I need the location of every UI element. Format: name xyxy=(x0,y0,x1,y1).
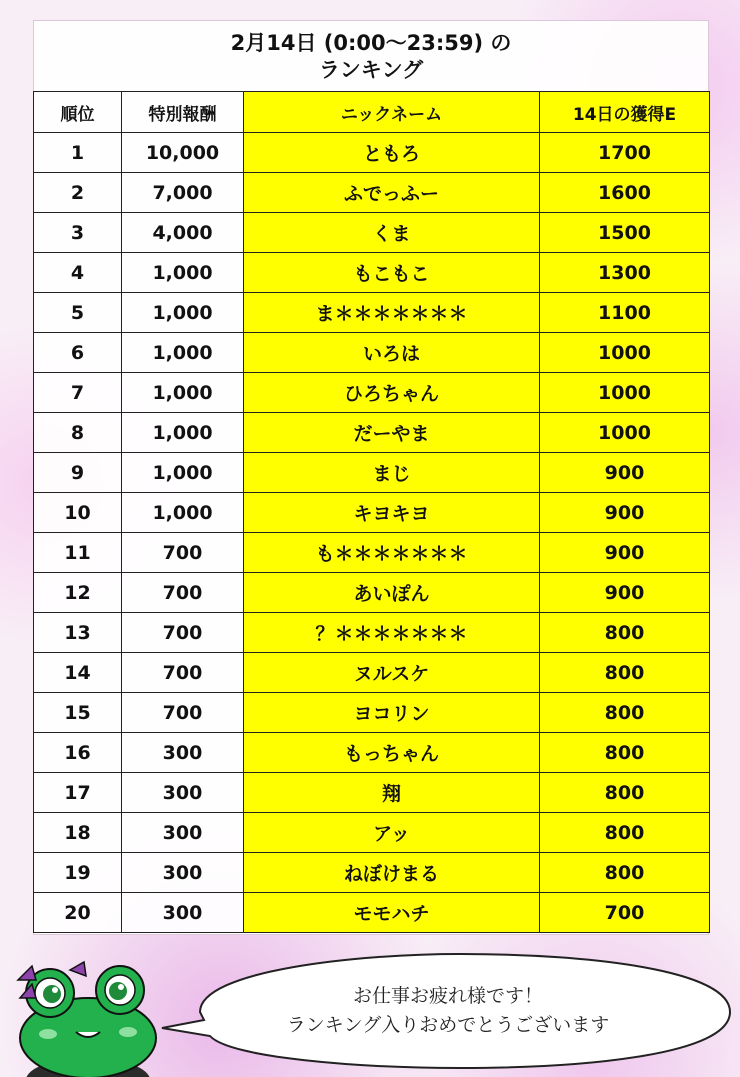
cell-reward: 300 xyxy=(122,733,244,773)
table-row xyxy=(34,213,710,253)
header-points: 14日の獲得E xyxy=(540,92,710,133)
cell-rank: 5 xyxy=(34,293,122,333)
cell-rank: 15 xyxy=(34,693,122,733)
cell-nickname: いろは xyxy=(244,333,540,373)
cell-rank: 9 xyxy=(34,453,122,493)
cell-points: 900 xyxy=(540,573,710,613)
cell-nickname: キヨキヨ xyxy=(244,493,540,533)
cell-points: 1000 xyxy=(540,333,710,373)
cell-points: 800 xyxy=(540,653,710,693)
table-row xyxy=(34,693,710,733)
cell-rank: 19 xyxy=(34,853,122,893)
cell-nickname: モモハチ xyxy=(244,893,540,933)
cell-nickname: ひろちゃん xyxy=(244,373,540,413)
table-row xyxy=(34,733,710,773)
table-row xyxy=(34,773,710,813)
cell-reward: 700 xyxy=(122,533,244,573)
cell-points: 1100 xyxy=(540,293,710,333)
cell-nickname: ま＊＊＊＊＊＊＊ xyxy=(244,293,540,333)
cell-points: 1000 xyxy=(540,373,710,413)
cell-rank: 6 xyxy=(34,333,122,373)
cell-rank: 17 xyxy=(34,773,122,813)
cell-nickname: もこもこ xyxy=(244,253,540,293)
cell-nickname: ねぼけまる xyxy=(244,853,540,893)
cell-points: 900 xyxy=(540,493,710,533)
cell-points: 800 xyxy=(540,693,710,733)
cell-rank: 7 xyxy=(34,373,122,413)
cell-points: 1300 xyxy=(540,253,710,293)
page-title xyxy=(34,21,708,93)
cell-nickname: 翔 xyxy=(244,773,540,813)
cell-reward: 1,000 xyxy=(122,373,244,413)
cell-rank: 12 xyxy=(34,573,122,613)
cell-reward: 10,000 xyxy=(122,133,244,173)
cell-reward: 1,000 xyxy=(122,413,244,453)
cell-rank: 8 xyxy=(34,413,122,453)
cell-reward: 300 xyxy=(122,813,244,853)
cell-points: 1700 xyxy=(540,133,710,173)
cell-nickname: もっちゃん xyxy=(244,733,540,773)
title-line-1: 2月14日 (0:00〜23:59) の xyxy=(230,31,512,55)
cell-points: 1500 xyxy=(540,213,710,253)
table-row xyxy=(34,813,710,853)
cell-nickname: ヌルスケ xyxy=(244,653,540,693)
cell-nickname: アッ xyxy=(244,813,540,853)
cell-nickname: だーやま xyxy=(244,413,540,453)
table-row xyxy=(34,173,710,213)
cell-rank: 13 xyxy=(34,613,122,653)
header-nickname: ニックネーム xyxy=(244,92,540,133)
cell-reward: 700 xyxy=(122,693,244,733)
table-row xyxy=(34,573,710,613)
cell-reward: 300 xyxy=(122,773,244,813)
cell-points: 800 xyxy=(540,733,710,773)
cell-reward: 1,000 xyxy=(122,493,244,533)
cell-reward: 4,000 xyxy=(122,213,244,253)
cell-reward: 700 xyxy=(122,653,244,693)
cell-reward: 700 xyxy=(122,573,244,613)
cell-points: 1600 xyxy=(540,173,710,213)
cell-points: 900 xyxy=(540,453,710,493)
title-line-2: ランキング xyxy=(318,58,424,82)
table-row xyxy=(34,373,710,413)
cell-rank: 2 xyxy=(34,173,122,213)
cell-points: 800 xyxy=(540,773,710,813)
cell-nickname: あいぽん xyxy=(244,573,540,613)
message-line-1: お仕事お疲れ様です！ xyxy=(352,985,543,1007)
table-row xyxy=(34,453,710,493)
cell-points: 700 xyxy=(540,893,710,933)
table-row xyxy=(34,333,710,373)
cell-rank: 4 xyxy=(34,253,122,293)
cell-rank: 3 xyxy=(34,213,122,253)
cell-rank: 10 xyxy=(34,493,122,533)
cell-nickname: ともろ xyxy=(244,133,540,173)
table-row xyxy=(34,413,710,453)
cell-reward: 700 xyxy=(122,613,244,653)
cell-rank: 16 xyxy=(34,733,122,773)
ranking-table xyxy=(33,91,710,933)
cell-reward: 300 xyxy=(122,893,244,933)
cell-nickname: まじ xyxy=(244,453,540,493)
table-row xyxy=(34,493,710,533)
cell-nickname: も＊＊＊＊＊＊＊ xyxy=(244,533,540,573)
congrats-message xyxy=(188,982,708,1040)
table-row xyxy=(34,853,710,893)
header-reward: 特別報酬 xyxy=(122,92,244,133)
cell-reward: 300 xyxy=(122,853,244,893)
cell-rank: 1 xyxy=(34,133,122,173)
cell-rank: 11 xyxy=(34,533,122,573)
header-rank: 順位 xyxy=(34,92,122,133)
cell-points: 900 xyxy=(540,533,710,573)
cell-reward: 7,000 xyxy=(122,173,244,213)
table-row xyxy=(34,133,710,173)
table-row xyxy=(34,253,710,293)
table-header-row xyxy=(34,92,710,133)
table-row xyxy=(34,613,710,653)
ranking-table-body xyxy=(34,133,710,933)
cell-nickname: ヨコリン xyxy=(244,693,540,733)
cell-rank: 14 xyxy=(34,653,122,693)
table-row xyxy=(34,893,710,933)
frog-mascot-icon xyxy=(10,958,160,1077)
cell-points: 800 xyxy=(540,813,710,853)
cell-reward: 1,000 xyxy=(122,293,244,333)
cell-reward: 1,000 xyxy=(122,333,244,373)
cell-reward: 1,000 xyxy=(122,253,244,293)
table-row xyxy=(34,533,710,573)
cell-points: 800 xyxy=(540,613,710,653)
cell-reward: 1,000 xyxy=(122,453,244,493)
cell-points: 800 xyxy=(540,853,710,893)
table-row xyxy=(34,653,710,693)
message-line-2: ランキング入りおめでとうございます xyxy=(286,1014,610,1036)
cell-nickname: ふでっふー xyxy=(244,173,540,213)
cell-nickname: ？＊＊＊＊＊＊＊ xyxy=(244,613,540,653)
cell-nickname: くま xyxy=(244,213,540,253)
table-row xyxy=(34,293,710,333)
cell-points: 1000 xyxy=(540,413,710,453)
cell-rank: 20 xyxy=(34,893,122,933)
cell-rank: 18 xyxy=(34,813,122,853)
